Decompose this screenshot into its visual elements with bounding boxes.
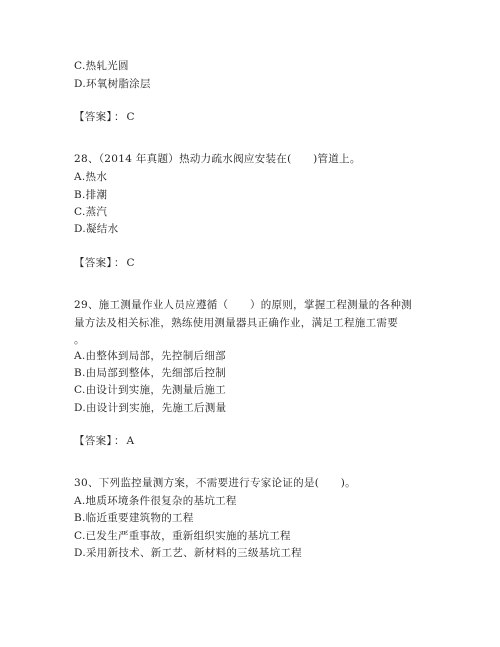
question-30-option-d: D.采用新技术、新工艺、新材料的三级基坑工程 (74, 547, 302, 559)
question-29-stem-line-1: 29、施工测量作业人员应遵循（ ）的原则，掌握工程测量的各种测 (74, 299, 412, 311)
question-29-stem-line-2: 量方法及相关标准，熟练使用测量器具正确作业，满足工程施工需要 (74, 317, 398, 329)
question-29-option-d: D.由设计到实施，先施工后测量 (74, 402, 227, 414)
question-29-option-c: C.由设计到实施，先测量后施工 (74, 384, 226, 396)
answer-separator: ： (113, 257, 125, 269)
question-30-stem: 30、下列监控量测方案，不需要进行专家论证的是( )。 (74, 477, 356, 489)
question-30-option-a: A.地质环境条件很复杂的基坑工程 (74, 495, 237, 507)
question-28-option-c: C.蒸汽 (74, 206, 108, 218)
question-29-answer (74, 434, 134, 448)
answer-value: A (126, 435, 135, 447)
answer-value: C (126, 257, 135, 269)
answer-label: 【答案】 (74, 257, 112, 269)
answer-separator: ： (113, 435, 125, 447)
question-28-option-b: B.排潮 (74, 189, 108, 201)
question-30-option-b: B.临近重要建筑物的工程 (74, 512, 194, 524)
question-29-option-a: A.由整体到局部，先控制后细部 (74, 350, 226, 362)
question-28-stem: 28、（2014 年真题）热动力疏水阀应安装在( )管道上。 (74, 153, 361, 165)
answer-label: 【答案】 (74, 435, 112, 447)
answer-separator: ： (113, 111, 125, 123)
option-d: D.环氧树脂涂层 (74, 78, 151, 90)
question-29-stem-line-3: 。 (74, 334, 85, 346)
answer-value: C (126, 111, 135, 123)
question-29-option-b: B.由局部到整体，先细部后控制 (74, 367, 227, 379)
option-c: C.热轧光圆 (74, 60, 129, 72)
answer-label: 【答案】 (74, 111, 112, 123)
answer-line (74, 110, 135, 124)
question-28-option-d: D.凝结水 (74, 223, 119, 235)
question-30-option-c: C.已发生严重事故，重新组织实施的基坑工程 (74, 530, 291, 542)
question-28-option-a: A.热水 (74, 171, 108, 183)
question-28-answer (74, 256, 135, 270)
